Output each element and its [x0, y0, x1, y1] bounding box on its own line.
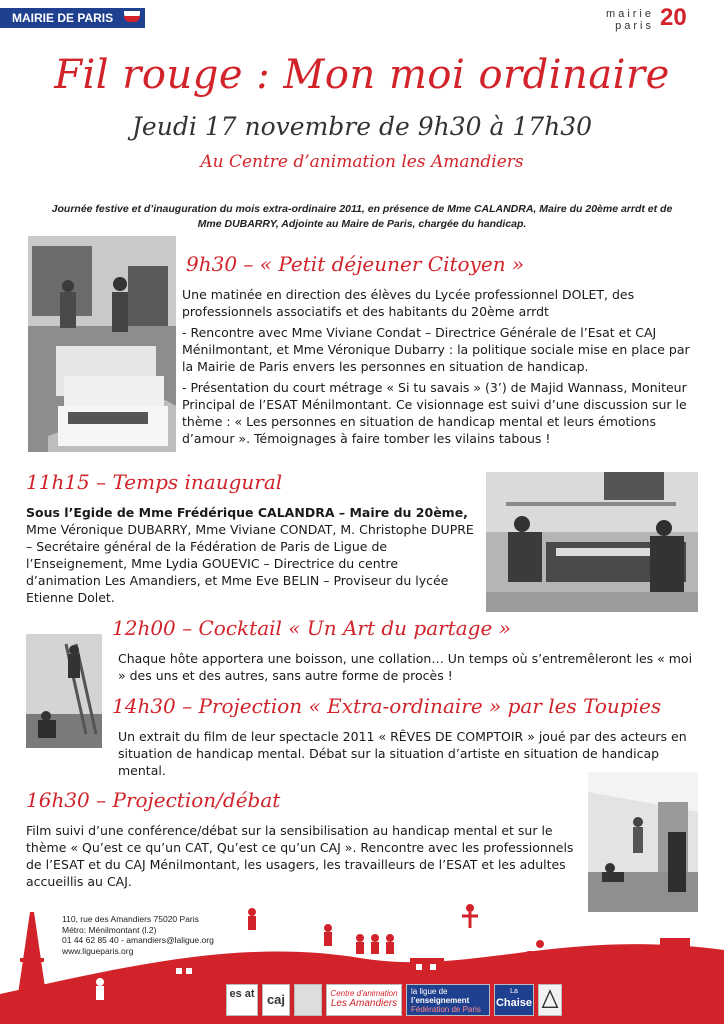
centre-amandiers-logo: Centre d’animation Les Amandiers — [326, 984, 402, 1016]
mairie-de-paris-logo-text: MAIRIE DE PARIS — [12, 11, 114, 25]
ligue-enseignement-logo: la ligue de l’enseignement Fédération de Paris — [406, 984, 490, 1016]
photo-ladder-artwork — [26, 634, 102, 748]
event-place: Au Centre d’animation les Amandiers — [200, 152, 524, 172]
paris-word: paris — [615, 20, 654, 32]
section-2-text: Mme Véronique DUBARRY, Mme Viviane CONDAT, M. Christophe DUPRE – Secrétaire général de la Fédération de Paris de Ligue de l’Enseignement, Mme Lydia GOUEVIC – Directrice du centre d’animation Les Amandiers, et Mme Eve BELIN – Proviseur du lycée Etienne Dolet. — [26, 522, 474, 605]
intro-text: Journée festive et d’inauguration du mois extra-ordinaire 2011, en présence de Mme CALANDRA, Maire du 20ème arrdt et de Mme DUBARRY, Adjointe au Maire de Paris, chargée du handicap. — [51, 203, 673, 230]
section-5-title: 16h30 – Projection/débat — [26, 788, 281, 812]
section-1-paragraph-1: Une matinée en direction des élèves du Lycée professionnel DOLET, des professionnels associatifs et des habitants du 20ème arrdt — [182, 287, 635, 319]
photo-painting-hallway — [588, 772, 698, 912]
mairie-paris-20-logo — [592, 6, 712, 40]
mairie-word: mairie — [606, 8, 654, 20]
esat-logo: es at — [226, 984, 258, 1016]
section-2-body — [26, 504, 476, 606]
mascot-logo-icon — [294, 984, 322, 1016]
paris-flag-icon — [118, 8, 145, 28]
section-5-text: Film suivi d’une conférence/débat sur la sensibilisation au handicap mental et sur le thème « Qu’est ce qu’un CAT, Qu’est ce qu’un CAJ ». Rencontre avec les professionnels de l’ESAT et du CAJ Ménilmontant, les usagers, les travailleurs de l’ESAT et les adultes accueillis au CAJ. — [26, 823, 574, 889]
la-chaise-logo: La Chaise — [494, 984, 534, 1016]
section-1-paragraph-2: - Rencontre avec Mme Viviane Condat – Directrice Générale de l’Esat et CAJ Ménilmontant, et Mme Véronique Dubarry : la politique sociale mise en place par la Mairie de Paris envers les personnes en situation de handicap. — [182, 325, 690, 374]
section-5-body — [26, 822, 582, 890]
address-website[interactable]: www.ligueparis.org — [62, 945, 134, 956]
venue-address — [62, 914, 214, 956]
event-date: Jeudi 17 novembre de 9h30 à 17h30 — [131, 112, 593, 141]
section-3-title: 12h00 – Cocktail « Un Art du partage » — [112, 616, 511, 640]
partner-logos — [226, 984, 562, 1018]
photo-inauguration-table — [486, 472, 698, 612]
section-1-body — [182, 286, 702, 447]
section-2-lead: Sous l’Egide de Mme Frédérique CALANDRA – Maire du 20ème, — [26, 505, 468, 520]
section-4-text: Un extrait du film de leur spectacle 2011 « RÊVES DE COMPTOIR » joué par des acteurs en situation de handicap mental. Débat sur la situation d’artiste en situation de handicap mental. — [118, 729, 687, 778]
address-metro: Métro: Ménilmontant (l.2) — [62, 924, 157, 935]
address-street: 110, rue des Amandiers 75020 Paris — [62, 914, 199, 924]
section-1-title: 9h30 – « Petit déjeuner Citoyen » — [186, 252, 525, 276]
caj-logo: caj — [262, 984, 290, 1016]
drawing-logo-icon — [538, 984, 562, 1016]
section-4-title: 14h30 – Projection « Extra-ordinaire » par les Toupies — [112, 694, 662, 718]
arrondissement-number: 20 — [660, 4, 687, 31]
photo-breakfast-workshop — [28, 236, 176, 452]
section-1-paragraph-3: - Présentation du court métrage « Si tu savais » (3’) de Majid Wannass, Moniteur Principal de l’ESAT Ménilmontant. Ce visionnage est suivi d’une discussion sur le thème : « Les personnes en situation de handicap mental et leurs émotions d’amour ». Témoignages à faire tomber les vilains tabous ! — [182, 380, 687, 446]
section-2-title: 11h15 – Temps inaugural — [26, 470, 283, 494]
section-3-body — [118, 650, 698, 684]
address-contact: 01 44 62 85 40 - amandiers@laligue.org — [62, 935, 214, 945]
poster-title: Fil rouge : Mon moi ordinaire — [54, 52, 670, 98]
section-3-text: Chaque hôte apportera une boisson, une collation… Un temps où s’entremêleront les « moi » des uns et des autres, sans autre forme de procès ! — [118, 651, 693, 683]
